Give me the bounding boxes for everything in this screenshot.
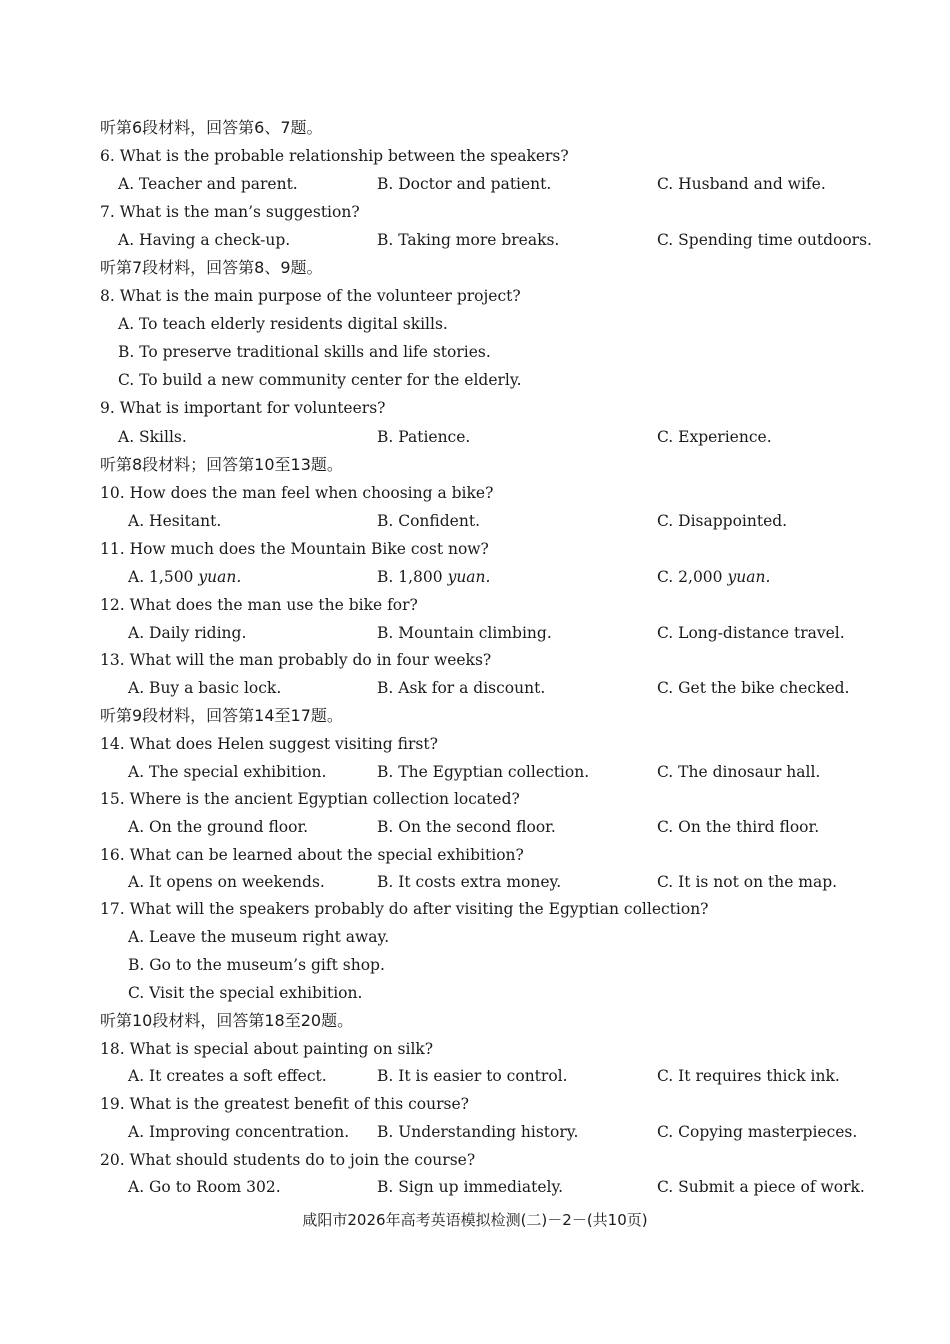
question-13: 13. What will the man probably do in four weeks? — [100, 651, 492, 669]
section-heading-10: 听第10段材料，回答第18至20题。 — [100, 1011, 354, 1030]
q18-option-b: B. It is easier to control. — [377, 1067, 568, 1085]
q11-option-b-amount: B. 1,800 — [377, 568, 443, 586]
q8-option-c: C. To build a new community center for the elderly. — [118, 371, 522, 389]
question-15: 15. Where is the ancient Egyptian collection located? — [100, 790, 520, 808]
question-10: 10. How does the man feel when choosing a bike? — [100, 484, 494, 502]
q18-option-c: C. It requires thick ink. — [657, 1067, 840, 1085]
q16-option-a: A. It opens on weekends. — [128, 873, 325, 891]
question-20: 20. What should students do to join the course? — [100, 1151, 476, 1169]
question-7: 7. What is the man’s suggestion? — [100, 203, 360, 221]
section-heading-9: 听第9段材料，回答第14至17题。 — [100, 706, 343, 725]
question-8: 8. What is the main purpose of the volunteer project? — [100, 287, 521, 305]
q11-option-c-amount: C. 2,000 — [657, 568, 723, 586]
q13-option-a: A. Buy a basic lock. — [128, 679, 282, 697]
q14-option-b: B. The Egyptian collection. — [377, 763, 590, 781]
question-14: 14. What does Helen suggest visiting first? — [100, 735, 438, 753]
q9-option-a: A. Skills. — [118, 428, 187, 446]
q6-option-a: A. Teacher and parent. — [118, 175, 298, 193]
q11-option-a — [128, 567, 241, 587]
q15-option-b: B. On the second floor. — [377, 818, 556, 836]
q19-option-b: B. Understanding history. — [377, 1123, 579, 1141]
section-heading-8: 听第8段材料；回答第10至13题。 — [100, 455, 343, 474]
q17-option-b: B. Go to the museum’s gift shop. — [128, 956, 385, 974]
q11-option-b — [377, 567, 490, 587]
section-heading-6: 听第6段材料，回答第6、7题。 — [100, 118, 323, 137]
q7-option-b: B. Taking more breaks. — [377, 231, 560, 249]
q6-option-c: C. Husband and wife. — [657, 175, 826, 193]
q15-option-a: A. On the ground floor. — [128, 818, 309, 836]
question-18: 18. What is special about painting on silk? — [100, 1040, 434, 1058]
question-11: 11. How much does the Mountain Bike cost now? — [100, 540, 489, 558]
q13-option-c: C. Get the bike checked. — [657, 679, 850, 697]
q20-option-c: C. Submit a piece of work. — [657, 1178, 865, 1196]
q16-option-c: C. It is not on the map. — [657, 873, 838, 891]
q14-option-a: A. The special exhibition. — [128, 763, 327, 781]
q10-option-c: C. Disappointed. — [657, 512, 788, 530]
q17-option-c: C. Visit the special exhibition. — [128, 984, 363, 1002]
q15-option-c: C. On the third floor. — [657, 818, 820, 836]
q7-option-a: A. Having a check-up. — [118, 231, 291, 249]
q20-option-a: A. Go to Room 302. — [128, 1178, 281, 1196]
q6-option-b: B. Doctor and patient. — [377, 175, 552, 193]
q10-option-b: B. Confident. — [377, 512, 480, 530]
q17-option-a: A. Leave the museum right away. — [128, 928, 390, 946]
q11-option-a-amount: A. 1,500 — [128, 568, 194, 586]
page-footer: 咸阳市2026年高考英语模拟检测(二)－2－(共10页) — [302, 1211, 648, 1229]
q11-option-c-unit: yuan. — [727, 568, 771, 586]
q19-option-c: C. Copying masterpieces. — [657, 1123, 858, 1141]
q7-option-c: C. Spending time outdoors. — [657, 231, 872, 249]
q9-option-b: B. Patience. — [377, 428, 471, 446]
section-heading-7: 听第7段材料，回答第8、9题。 — [100, 258, 323, 277]
q9-option-c: C. Experience. — [657, 428, 772, 446]
q14-option-c: C. The dinosaur hall. — [657, 763, 821, 781]
question-9: 9. What is important for volunteers? — [100, 399, 386, 417]
question-19: 19. What is the greatest benefit of this course? — [100, 1095, 469, 1113]
q19-option-a: A. Improving concentration. — [128, 1123, 350, 1141]
q12-option-b: B. Mountain climbing. — [377, 624, 552, 642]
q11-option-b-unit: yuan. — [447, 568, 491, 586]
q16-option-b: B. It costs extra money. — [377, 873, 562, 891]
question-16: 16. What can be learned about the special exhibition? — [100, 846, 524, 864]
question-12: 12. What does the man use the bike for? — [100, 596, 418, 614]
q8-option-a: A. To teach elderly residents digital skills. — [118, 315, 448, 333]
q8-option-b: B. To preserve traditional skills and life stories. — [118, 343, 491, 361]
q12-option-c: C. Long-distance travel. — [657, 624, 845, 642]
question-6: 6. What is the probable relationship between the speakers? — [100, 147, 569, 165]
q11-option-c — [657, 567, 770, 587]
q11-option-a-unit: yuan. — [198, 568, 242, 586]
q10-option-a: A. Hesitant. — [128, 512, 222, 530]
question-17: 17. What will the speakers probably do after visiting the Egyptian collection? — [100, 900, 709, 918]
q20-option-b: B. Sign up immediately. — [377, 1178, 564, 1196]
q18-option-a: A. It creates a soft effect. — [128, 1067, 327, 1085]
q12-option-a: A. Daily riding. — [128, 624, 247, 642]
q13-option-b: B. Ask for a discount. — [377, 679, 546, 697]
